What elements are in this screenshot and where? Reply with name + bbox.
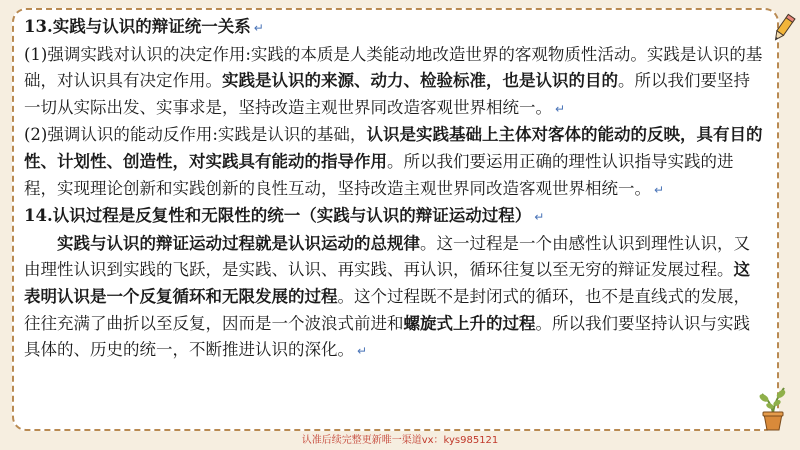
point-1-text-c: 。所以我们要坚持一切从实际出发、实事求是，坚持改造主观世界同改造客观世界相统一。 [24, 71, 750, 117]
section-14-heading [24, 203, 766, 231]
section-14-body [24, 231, 766, 365]
s14-text-2: 。这个过程既不是封闭式的循环，也不是直线式的发展，往往充满了曲折以至反复，因而是一个波浪式前进和 [24, 286, 750, 333]
s14-text-1: 。这一过程是一个由感性认识到理性认识，又由理性认识到实践的飞跃，是实践、认识、再实践、再认识，循环往复以至无穷的辩证发展过程。 [24, 233, 750, 280]
return-mark-icon: ↵ [555, 101, 566, 116]
point-2-text-a: (2)强调认识的能动反作用:实践是认识的基础， [24, 125, 367, 145]
return-mark-icon: ↵ [357, 344, 368, 359]
pencil-icon [768, 12, 798, 46]
potted-plant-icon [756, 382, 790, 432]
return-mark-icon: ↵ [253, 21, 264, 35]
section-13-heading-text: 13.实践与认识的辩证统一关系 [24, 17, 251, 36]
point-1-text-bold: 实践是认识的来源、动力、检验标准，也是认识的目的 [222, 71, 618, 91]
section-13-point-2 [24, 122, 766, 203]
content-card [12, 8, 779, 431]
point-2-text-c: 。所以我们要运用正确的理性认识指导实践的进程，实现理论创新和实践创新的良性互动，坚持改造主观世界同改造客观世界相统一。 [24, 151, 734, 198]
document-body [24, 14, 766, 365]
s14-text-bold-2: 这表明认识是一个反复循环和无限发展的过程 [24, 260, 750, 306]
section-13-point-1 [24, 42, 766, 123]
s14-text-3: 。所以我们要坚持认识与实践具体的、历史的统一，不断推进认识的深化。 [24, 313, 750, 360]
s14-text-bold-3: 螺旋式上升的过程 [403, 313, 536, 333]
point-2-text-bold: 认识是实践基础上主体对客体的能动的反映，具有目的性、计划性、创造性，对实践具有能动的指导作用 [24, 125, 763, 171]
section-13-heading [24, 14, 766, 42]
section-14-heading-text: 14.认识过程是反复性和无限性的统一（实践与认识的辩证运动过程） [24, 206, 532, 226]
s14-text-bold-1: 实践与认识的辩证运动过程就是认识运动的总规律 [57, 233, 420, 253]
footer-watermark: 认准后续完整更新唯一渠道vx：kys985121 [301, 435, 499, 446]
return-mark-icon: ↵ [534, 210, 545, 225]
return-mark-icon: ↵ [654, 182, 665, 197]
point-1-text-a: (1)强调实践对认识的决定作用:实践的本质是人类能动地改造世界的客观物质性活动。实践是认识的基础，对认识具有决定作用。 [24, 44, 763, 91]
